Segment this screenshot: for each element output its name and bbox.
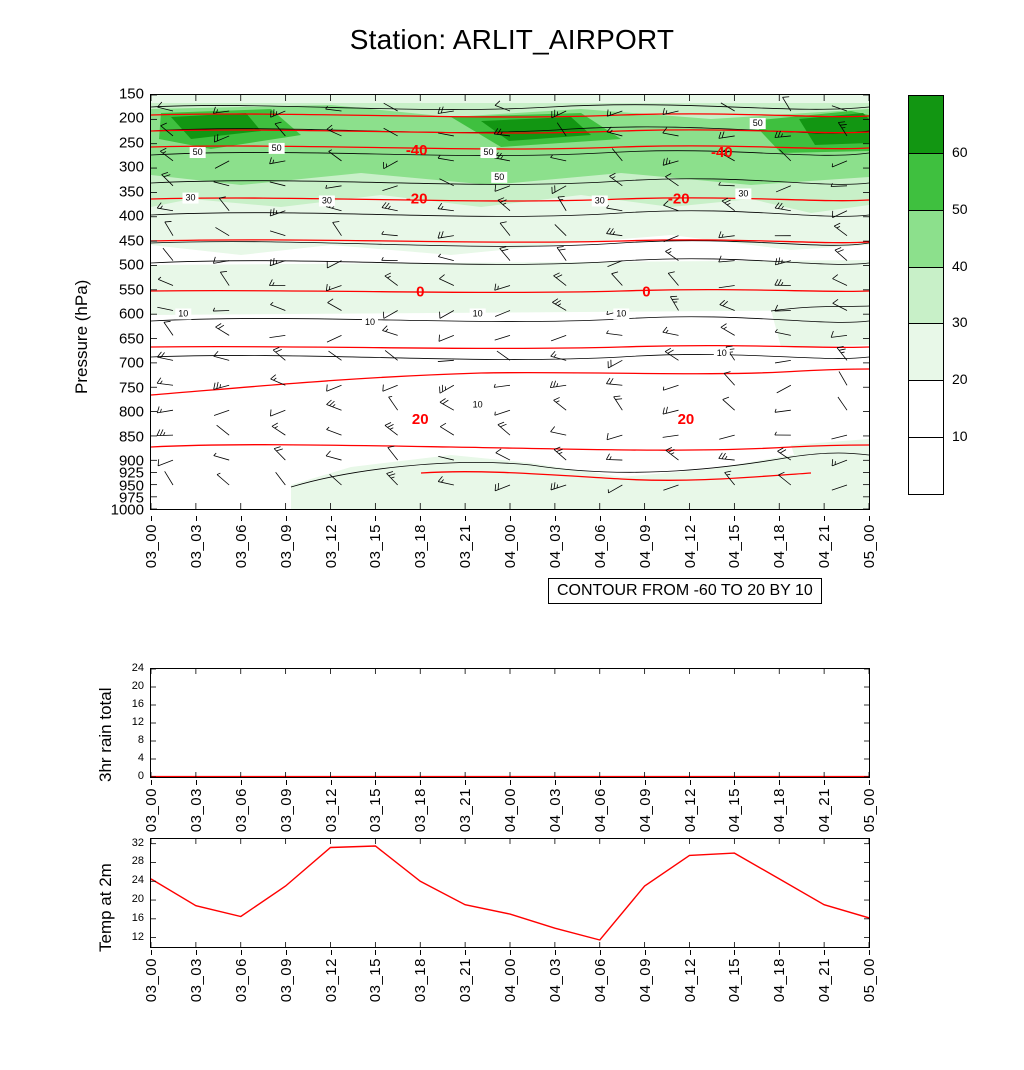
temperature-contour-label: 0 bbox=[642, 284, 650, 301]
time-tick-label: 03_12 bbox=[323, 788, 340, 832]
x-tickmark bbox=[600, 516, 601, 521]
colorbar-divider bbox=[909, 210, 943, 211]
temperature-series bbox=[151, 846, 869, 940]
pressure-tick-label: 200 bbox=[88, 110, 144, 127]
colorbar-band bbox=[909, 210, 943, 267]
contour-label: 30 bbox=[595, 195, 605, 205]
time-tick-label: 05_00 bbox=[861, 524, 878, 568]
x-tickmark bbox=[196, 516, 197, 521]
temperature-contour-label: 0 bbox=[416, 284, 424, 301]
x-tickmark bbox=[779, 516, 780, 521]
time-tick-label: 04_12 bbox=[682, 788, 699, 832]
rain-y-axis bbox=[100, 668, 144, 778]
time-tick-label: 03_06 bbox=[233, 788, 250, 832]
temperature-contour-label: -20 bbox=[406, 190, 428, 207]
wind-barb bbox=[719, 435, 734, 439]
x-tickmark bbox=[600, 950, 601, 955]
x-tickmark bbox=[151, 780, 152, 785]
pressure-tick-label: 950 bbox=[88, 477, 144, 494]
colorbar-tick-label: 50 bbox=[952, 201, 968, 217]
pressure-tick-label: 150 bbox=[88, 86, 144, 103]
colorbar-band bbox=[909, 96, 943, 153]
wind-barb bbox=[274, 447, 285, 460]
x-tickmark bbox=[241, 950, 242, 955]
time-tick-label: 03_18 bbox=[412, 958, 429, 1002]
temperature-contour bbox=[151, 346, 869, 349]
x-tickmark bbox=[465, 780, 466, 785]
y-tick-label: 20 bbox=[104, 680, 144, 692]
time-tick-label: 04_03 bbox=[547, 524, 564, 568]
colorbar-divider bbox=[909, 437, 943, 438]
shaded-band bbox=[151, 260, 869, 315]
x-tickmark bbox=[734, 780, 735, 785]
time-tick-label: 04_21 bbox=[816, 524, 833, 568]
time-tick-label: 04_12 bbox=[682, 958, 699, 1002]
x-tickmark bbox=[824, 780, 825, 785]
wind-barb bbox=[165, 471, 173, 485]
contour-label: 50 bbox=[272, 143, 282, 153]
y-tick-label: 24 bbox=[104, 662, 144, 674]
pressure-tick-label: 900 bbox=[88, 453, 144, 470]
time-height-plot bbox=[151, 95, 869, 509]
pressure-tick-label: 600 bbox=[88, 306, 144, 323]
wind-barb bbox=[551, 427, 567, 436]
x-tickmark bbox=[734, 950, 735, 955]
wind-barb bbox=[663, 407, 679, 414]
wind-barb bbox=[158, 459, 173, 466]
wind-barb bbox=[270, 409, 285, 416]
time-tick-label: 03_15 bbox=[367, 958, 384, 1002]
time-tick-label: 04_12 bbox=[682, 524, 699, 568]
contour-label: 30 bbox=[185, 193, 195, 203]
colorbar-tick-label: 40 bbox=[952, 258, 968, 274]
wind-barb bbox=[214, 410, 229, 415]
pressure-tick-label: 925 bbox=[88, 465, 144, 482]
x-tickmark bbox=[869, 780, 870, 785]
wind-barb bbox=[550, 381, 566, 388]
temperature-contour-label: -40 bbox=[406, 142, 428, 159]
time-tick-label: 03_09 bbox=[278, 524, 295, 568]
main-x-axis bbox=[150, 516, 870, 636]
x-tickmark bbox=[151, 950, 152, 955]
time-height-panel bbox=[150, 94, 870, 510]
time-tick-label: 04_03 bbox=[547, 958, 564, 1002]
contour-label: 30 bbox=[738, 188, 748, 198]
temp-x-axis bbox=[150, 950, 870, 1070]
time-tick-label: 04_06 bbox=[592, 788, 609, 832]
time-tick-label: 03_00 bbox=[143, 958, 160, 1002]
wind-barb bbox=[721, 324, 735, 336]
temp-panel bbox=[150, 838, 870, 948]
wind-barb bbox=[157, 406, 173, 412]
shaded-band bbox=[291, 455, 869, 509]
temperature-contour-label: -20 bbox=[668, 190, 690, 207]
wind-barb bbox=[272, 423, 285, 435]
colorbar-divider bbox=[909, 267, 943, 268]
x-tickmark bbox=[734, 516, 735, 521]
wind-barb bbox=[557, 247, 566, 261]
wind-barb bbox=[157, 378, 173, 386]
contour-label: 50 bbox=[753, 118, 763, 128]
y-tick-label: 8 bbox=[104, 734, 144, 746]
colorbar-band bbox=[909, 323, 943, 380]
wind-barb bbox=[213, 257, 229, 263]
wind-barb bbox=[498, 422, 510, 435]
x-tickmark bbox=[510, 950, 511, 955]
y-tick-label: 16 bbox=[104, 698, 144, 710]
rain-plot bbox=[151, 669, 869, 777]
contour-label: 50 bbox=[494, 172, 504, 182]
y-tick-label: 28 bbox=[104, 855, 144, 867]
x-tickmark bbox=[465, 950, 466, 955]
time-tick-label: 03_09 bbox=[278, 958, 295, 1002]
time-tick-label: 04_03 bbox=[547, 788, 564, 832]
wind-barb bbox=[440, 423, 454, 435]
temperature-contour-label: 20 bbox=[412, 411, 429, 428]
temperature-contour-label: 20 bbox=[678, 411, 695, 428]
pressure-tick-label: 300 bbox=[88, 159, 144, 176]
x-tickmark bbox=[196, 950, 197, 955]
wind-barb bbox=[385, 350, 398, 360]
x-tickmark bbox=[510, 516, 511, 521]
contour-line bbox=[151, 354, 869, 359]
wind-barb bbox=[328, 351, 341, 360]
time-tick-label: 04_00 bbox=[502, 788, 519, 832]
y-tick-label: 16 bbox=[104, 912, 144, 924]
contour-label: 10 bbox=[365, 317, 375, 327]
wind-barb bbox=[276, 472, 286, 485]
contour-label: 10 bbox=[616, 308, 626, 318]
pressure-tick-label: 650 bbox=[88, 330, 144, 347]
wind-barb bbox=[606, 454, 622, 460]
wind-barb bbox=[216, 324, 230, 336]
pressure-tick-label: 550 bbox=[88, 281, 144, 298]
y-tick-label: 0 bbox=[104, 770, 144, 782]
time-tick-label: 03_06 bbox=[233, 958, 250, 1002]
x-tickmark bbox=[151, 516, 152, 521]
x-tickmark bbox=[779, 780, 780, 785]
time-tick-label: 04_21 bbox=[816, 958, 833, 1002]
x-tickmark bbox=[465, 516, 466, 521]
wind-barb bbox=[327, 335, 342, 342]
time-tick-label: 04_09 bbox=[637, 958, 654, 1002]
x-tickmark bbox=[690, 516, 691, 521]
wind-barb bbox=[163, 248, 173, 260]
y-tick-label: 12 bbox=[104, 716, 144, 728]
temperature-contour-label: -40 bbox=[711, 144, 733, 161]
contour-label: 10 bbox=[178, 308, 188, 318]
x-tickmark bbox=[241, 780, 242, 785]
time-tick-label: 03_18 bbox=[412, 524, 429, 568]
x-tickmark bbox=[645, 516, 646, 521]
wind-barb bbox=[607, 433, 622, 440]
time-tick-label: 03_00 bbox=[143, 524, 160, 568]
wind-barb bbox=[614, 396, 623, 410]
x-tickmark bbox=[420, 780, 421, 785]
x-tickmark bbox=[375, 780, 376, 785]
y-tick-label: 4 bbox=[104, 752, 144, 764]
time-tick-label: 04_06 bbox=[592, 958, 609, 1002]
wind-barb bbox=[606, 330, 622, 335]
x-tickmark bbox=[869, 516, 870, 521]
wind-barb bbox=[327, 400, 342, 410]
wind-barb bbox=[214, 453, 229, 460]
wind-barb bbox=[326, 451, 341, 460]
wind-barb bbox=[495, 410, 510, 415]
time-tick-label: 03_12 bbox=[323, 524, 340, 568]
colorbar-band bbox=[909, 437, 943, 494]
wind-barb bbox=[383, 385, 398, 392]
wind-barb bbox=[388, 446, 398, 460]
pressure-tick-label: 350 bbox=[88, 183, 144, 200]
colorbar-divider bbox=[909, 153, 943, 154]
colorbar-divider bbox=[909, 380, 943, 381]
time-tick-label: 04_09 bbox=[637, 524, 654, 568]
pressure-tick-label: 500 bbox=[88, 257, 144, 274]
pressure-tick-label: 750 bbox=[88, 379, 144, 396]
x-tickmark bbox=[331, 516, 332, 521]
time-tick-label: 03_18 bbox=[412, 788, 429, 832]
x-tickmark bbox=[690, 950, 691, 955]
x-tickmark bbox=[869, 950, 870, 955]
time-tick-label: 04_21 bbox=[816, 788, 833, 832]
x-tickmark bbox=[690, 780, 691, 785]
time-tick-label: 03_06 bbox=[233, 524, 250, 568]
x-tickmark bbox=[420, 516, 421, 521]
time-tick-label: 04_15 bbox=[726, 958, 743, 1002]
main-y-axis-label: Pressure (hPa) bbox=[72, 280, 92, 394]
time-tick-label: 03_03 bbox=[188, 958, 205, 1002]
wind-barb bbox=[217, 425, 230, 435]
pressure-tick-label: 1000 bbox=[88, 502, 144, 519]
contour-label: 30 bbox=[322, 195, 332, 205]
colorbar-tick-label: 30 bbox=[952, 314, 968, 330]
pressure-tick-label: 800 bbox=[88, 404, 144, 421]
colorbar-band bbox=[909, 153, 943, 210]
wind-barb bbox=[440, 385, 454, 393]
wind-barb bbox=[164, 321, 173, 335]
wind-barb bbox=[775, 432, 791, 435]
time-tick-label: 03_21 bbox=[457, 788, 474, 832]
wind-barb bbox=[382, 326, 397, 336]
main-y-axis bbox=[80, 94, 144, 510]
pressure-tick-label: 450 bbox=[88, 232, 144, 249]
pressure-tick-label: 850 bbox=[88, 428, 144, 445]
wind-barb bbox=[439, 335, 454, 342]
contour-line bbox=[151, 317, 869, 323]
time-tick-label: 04_00 bbox=[502, 524, 519, 568]
y-tick-label: 24 bbox=[104, 874, 144, 886]
contour-label: 10 bbox=[473, 308, 483, 318]
colorbar-tick-label: 10 bbox=[952, 428, 968, 444]
pressure-tick-label: 250 bbox=[88, 134, 144, 151]
wind-barb bbox=[495, 335, 510, 340]
time-tick-label: 04_15 bbox=[726, 788, 743, 832]
wind-barb bbox=[606, 378, 622, 385]
time-tick-label: 05_00 bbox=[861, 958, 878, 1002]
x-tickmark bbox=[196, 780, 197, 785]
wind-barb bbox=[327, 427, 342, 435]
pressure-tick-label: 975 bbox=[88, 489, 144, 506]
wind-barb bbox=[497, 351, 510, 360]
x-tickmark bbox=[375, 516, 376, 521]
pressure-tick-label: 400 bbox=[88, 208, 144, 225]
wind-barb bbox=[775, 360, 791, 363]
pressure-tick-label: 700 bbox=[88, 355, 144, 372]
colorbar-band bbox=[909, 267, 943, 324]
colorbar-tick-label: 60 bbox=[952, 144, 968, 160]
wind-barb bbox=[723, 397, 735, 410]
time-tick-label: 03_15 bbox=[367, 524, 384, 568]
wind-barb bbox=[440, 399, 454, 411]
colorbar-tick-label: 20 bbox=[952, 371, 968, 387]
wind-barb bbox=[273, 347, 285, 360]
time-tick-label: 04_18 bbox=[771, 524, 788, 568]
y-tick-label: 20 bbox=[104, 893, 144, 905]
y-tick-label: 32 bbox=[104, 837, 144, 849]
x-tickmark bbox=[331, 780, 332, 785]
x-tickmark bbox=[331, 950, 332, 955]
time-tick-label: 03_21 bbox=[457, 524, 474, 568]
contour-label: 10 bbox=[717, 348, 727, 358]
y-tick-label: 12 bbox=[104, 931, 144, 943]
x-tickmark bbox=[241, 516, 242, 521]
contour-note: CONTOUR FROM -60 TO 20 BY 10 bbox=[548, 578, 822, 604]
x-tickmark bbox=[286, 780, 287, 785]
time-tick-label: 03_12 bbox=[323, 958, 340, 1002]
time-tick-label: 03_21 bbox=[457, 958, 474, 1002]
wind-barb bbox=[438, 360, 454, 361]
wind-barb bbox=[494, 384, 510, 387]
time-tick-label: 04_18 bbox=[771, 788, 788, 832]
x-tickmark bbox=[779, 950, 780, 955]
x-tickmark bbox=[645, 780, 646, 785]
wind-barb bbox=[839, 371, 847, 385]
wind-barb bbox=[663, 435, 679, 437]
wind-barb bbox=[838, 397, 847, 410]
time-tick-label: 05_00 bbox=[861, 788, 878, 832]
contour-label: 50 bbox=[483, 147, 493, 157]
x-tickmark bbox=[286, 950, 287, 955]
wind-barb bbox=[663, 327, 679, 335]
temp-y-axis-label: Temp at 2m bbox=[96, 863, 116, 952]
wind-barb bbox=[327, 385, 342, 392]
x-tickmark bbox=[555, 950, 556, 955]
x-tickmark bbox=[375, 950, 376, 955]
x-tickmark bbox=[420, 950, 421, 955]
wind-barb bbox=[777, 385, 791, 393]
wind-barb bbox=[775, 409, 791, 412]
colorbar-divider bbox=[909, 323, 943, 324]
page-title: Station: ARLIT_AIRPORT bbox=[0, 24, 1024, 56]
time-tick-label: 03_03 bbox=[188, 788, 205, 832]
wind-barb bbox=[554, 397, 567, 410]
colorbar bbox=[908, 95, 944, 495]
wind-barb bbox=[835, 248, 847, 261]
wind-barb bbox=[551, 335, 566, 340]
wind-barb bbox=[269, 335, 285, 337]
rain-panel bbox=[150, 668, 870, 778]
wind-barb bbox=[217, 473, 229, 485]
time-tick-label: 03_00 bbox=[143, 788, 160, 832]
wind-barb bbox=[666, 447, 679, 460]
time-tick-label: 04_00 bbox=[502, 958, 519, 1002]
temp-plot bbox=[151, 839, 869, 947]
rain-y-axis-label: 3hr rain total bbox=[96, 688, 116, 783]
x-tickmark bbox=[510, 780, 511, 785]
time-tick-label: 03_03 bbox=[188, 524, 205, 568]
x-tickmark bbox=[555, 780, 556, 785]
x-tickmark bbox=[645, 950, 646, 955]
temperature-contour bbox=[151, 445, 869, 450]
wind-barb bbox=[719, 453, 735, 460]
contour-label: 50 bbox=[193, 147, 203, 157]
wind-barb bbox=[385, 422, 398, 435]
x-tickmark bbox=[600, 780, 601, 785]
wind-barb bbox=[608, 360, 622, 368]
temp-y-axis bbox=[100, 838, 144, 948]
wind-barb bbox=[389, 397, 398, 411]
colorbar-band bbox=[909, 380, 943, 437]
wind-barb bbox=[382, 257, 398, 260]
wind-barb bbox=[663, 385, 678, 390]
shaded-band bbox=[771, 305, 869, 347]
x-tickmark bbox=[824, 950, 825, 955]
x-tickmark bbox=[555, 516, 556, 521]
time-tick-label: 04_06 bbox=[592, 524, 609, 568]
wind-barb bbox=[831, 435, 847, 439]
wind-barb bbox=[157, 429, 173, 435]
time-tick-label: 04_18 bbox=[771, 958, 788, 1002]
time-tick-label: 04_09 bbox=[637, 788, 654, 832]
contour-label: 10 bbox=[473, 400, 483, 410]
x-tickmark bbox=[824, 516, 825, 521]
time-tick-label: 03_15 bbox=[367, 788, 384, 832]
time-tick-label: 04_15 bbox=[726, 524, 743, 568]
temperature-contour bbox=[151, 369, 869, 395]
x-tickmark bbox=[286, 516, 287, 521]
wind-barb bbox=[496, 449, 510, 460]
time-tick-label: 03_09 bbox=[278, 788, 295, 832]
